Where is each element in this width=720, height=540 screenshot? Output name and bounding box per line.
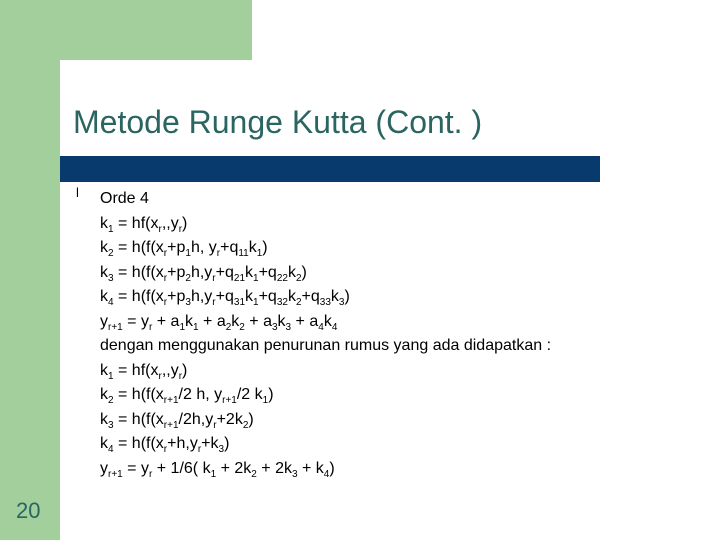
top-decor-band — [60, 0, 252, 60]
line-k1-derived: $k_1 = hf(x_r,,y_r)$ — [100, 361, 188, 382]
line-k3-derived: $k_3 = h(f(x_{r+1}/2h,y_r+2k_2)$ — [100, 410, 254, 431]
line-k2-derived: $k_2 = h(f(x_{r+1}/2$ h, $y_{r+1}/2$ $k_1$) — [100, 386, 274, 406]
page-number: 20 — [16, 498, 41, 523]
left-decor-band — [0, 0, 60, 540]
line-k4: $k_4 = h(f(x_r+p_3h,y_r+q_{31}k_1+q_{32}k_2+q_{33}k_3)$ — [100, 288, 350, 308]
line-description: dengan menggunakan penurunan rumus yang ada didapatkan : — [100, 337, 552, 354]
slide-title: Metode Runge Kutta (Cont. ) — [73, 104, 483, 140]
line-k4-derived: $k_4 = h(f(x_r+h,y_r+k_3)$ — [100, 435, 230, 455]
line-k1: $k_1 = hf(x_r,,y_r)$ — [100, 214, 188, 235]
line-k2: $k_2 = h(f(x_r+p_1h$, $y_r+q_{11}k_1$) — [100, 239, 268, 259]
line-k3: $k_3 = h(f(x_r+p_2h,y_r+q_{21}k_1+q_{22}k_2)$ — [100, 263, 307, 284]
title-underline-bar — [60, 156, 600, 182]
line-orde: Orde 4 — [100, 190, 149, 207]
slide-body — [100, 187, 551, 481]
line-yr1-final: $y_{r+1} = y_r + 1/6$( $k_1 + 2k_2 + 2k_3 + k_4$) — [100, 459, 335, 480]
line-yr1-general: $y_{r+1} = y_r + a_1k_1 + a_2k_2 + a_3k_3 + a_4k_4$ — [100, 312, 338, 333]
bullet-icon: l — [76, 185, 79, 200]
